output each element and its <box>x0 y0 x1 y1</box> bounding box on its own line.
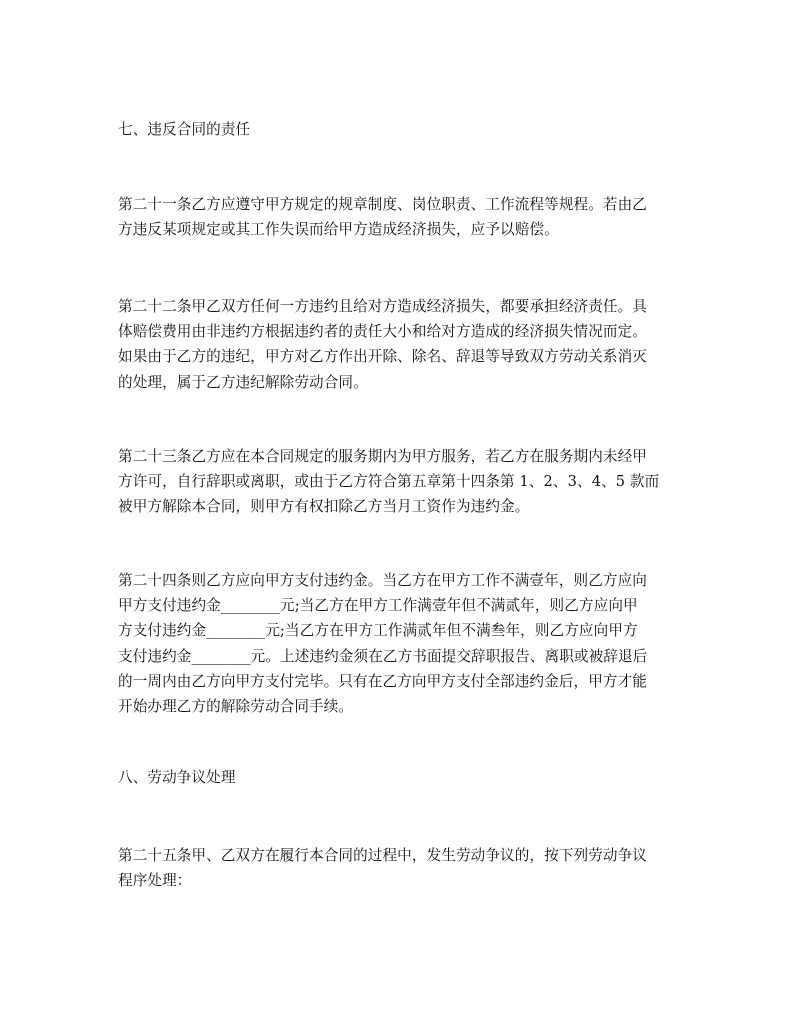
paragraph-line: 被甲方解除本合同，则甲方有权扣除乙方当月工资作为违约金。 <box>118 498 530 516</box>
article-23-paragraph <box>118 444 683 520</box>
paragraph-line: 体赔偿费用由非违约方根据违约者的责任大小和给对方造成的经济损失情况而定。 <box>118 323 647 341</box>
paragraph-line: 第二十四条则乙方应向甲方支付违约金。当乙方在甲方工作不满壹年，则乙方应向 <box>118 572 647 589</box>
paragraph-line: 甲方支付违约金________元;当乙方在甲方工作满壹年但不满贰年，则乙方应向甲 <box>118 597 638 615</box>
paragraph-line: 的处理，属于乙方违纪解除劳动合同。 <box>118 373 368 391</box>
heading-text: 八、劳动争议处理 <box>118 769 236 786</box>
paragraph-line: 开始办理乙方的解除劳动合同手续。 <box>118 698 354 716</box>
paragraph-line: 方许可，自行辞职或离职，或由于乙方符合第五章第十四条第 1、2、3、4、5 款而 <box>118 473 660 491</box>
paragraph-line: 支付违约金________元。上述违约金须在乙方书面提交辞职报告、离职或被辞退后 <box>118 647 648 665</box>
paragraph-line: 的一周内由乙方向甲方支付完毕。只有在乙方向甲方支付全部违约金后，甲方才能 <box>118 672 647 690</box>
article-22-paragraph <box>118 294 683 395</box>
article-21-paragraph <box>118 192 683 242</box>
paragraph-line: 程序处理： <box>118 872 192 890</box>
paragraph-line: 方支付违约金________元;当乙方在甲方工作满贰年但不满叁年，则乙方应向甲方 <box>118 622 638 640</box>
paragraph-line: 第二十一条乙方应遵守甲方规定的规章制度、岗位职责、工作流程等规程。若由乙 <box>118 196 647 213</box>
section-heading-8 <box>118 765 683 790</box>
paragraph-line: 第二十五条甲、乙双方在履行本合同的过程中，发生劳动争议的，按下列劳动争议 <box>118 847 647 864</box>
paragraph-line: 第二十二条甲乙双方任何一方违约且给对方造成经济损失，都要承担经济责任。具 <box>118 298 647 315</box>
section-heading-7 <box>118 117 683 142</box>
heading-text: 七、违反合同的责任 <box>118 121 251 138</box>
paragraph-line: 如果由于乙方的违纪，甲方对乙方作出开除、除名、辞退等导致双方劳动关系消灭 <box>118 348 647 366</box>
paragraph-line: 方违反某项规定或其工作失误而给甲方造成经济损失，应予以赔偿。 <box>118 221 559 239</box>
paragraph-line: 第二十三条乙方应在本合同规定的服务期内为甲方服务，若乙方在服务期内未经甲 <box>118 448 647 465</box>
article-25-paragraph <box>118 843 683 893</box>
article-24-paragraph <box>118 568 683 719</box>
